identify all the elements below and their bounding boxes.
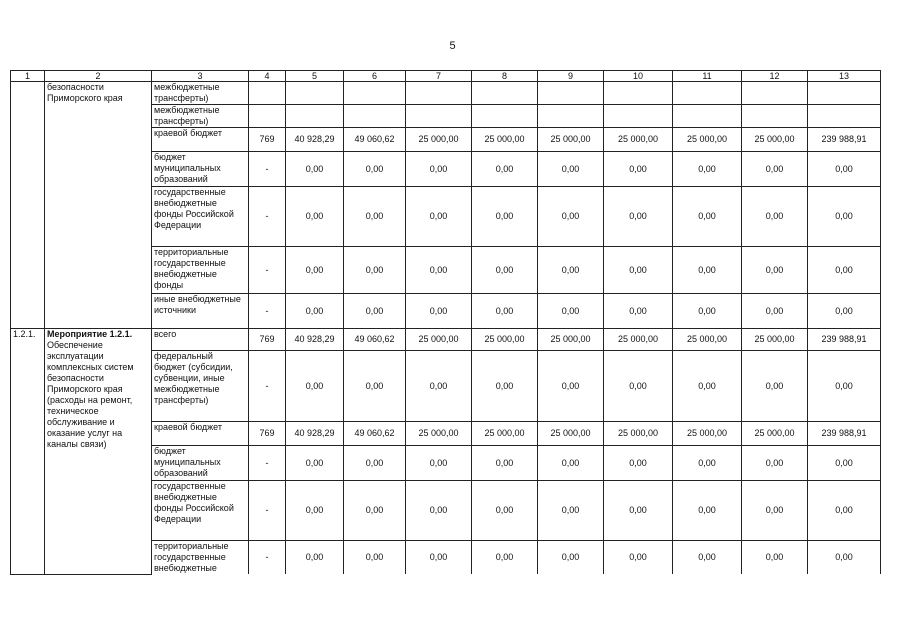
value-col-6: 0,00 xyxy=(344,481,406,541)
value-col-7: 0,00 xyxy=(406,481,472,541)
value-col-10: 0,00 xyxy=(604,541,673,575)
value-col-5: 0,00 xyxy=(286,481,344,541)
value-col-9: 0,00 xyxy=(538,152,604,187)
value-col-8: 25 000,00 xyxy=(472,329,538,351)
funding-source: государственные внебюджетные фонды Российской Федерации xyxy=(152,481,249,541)
funding-source: бюджет муниципальных образований xyxy=(152,152,249,187)
value-col-12 xyxy=(742,82,808,105)
value-col-5: 0,00 xyxy=(286,247,344,294)
value-col-6 xyxy=(344,105,406,128)
funding-source: бюджет муниципальных образований xyxy=(152,446,249,481)
value-col-8: 25 000,00 xyxy=(472,422,538,446)
value-col-6: 0,00 xyxy=(344,247,406,294)
value-col-6: 0,00 xyxy=(344,152,406,187)
value-col-9: 25 000,00 xyxy=(538,329,604,351)
value-col-8: 0,00 xyxy=(472,294,538,329)
value-col-13: 239 988,91 xyxy=(808,329,881,351)
value-col-8 xyxy=(472,82,538,105)
value-col-5 xyxy=(286,82,344,105)
funding-source: государственные внебюджетные фонды Российской Федерации xyxy=(152,187,249,247)
value-col-6 xyxy=(344,82,406,105)
value-col-10: 0,00 xyxy=(604,481,673,541)
value-col-12: 25 000,00 xyxy=(742,128,808,152)
funding-source: краевой бюджет xyxy=(152,128,249,152)
value-col-8: 0,00 xyxy=(472,541,538,575)
value-col-7 xyxy=(406,105,472,128)
value-col-8: 0,00 xyxy=(472,187,538,247)
value-col-10: 0,00 xyxy=(604,152,673,187)
value-col-7: 25 000,00 xyxy=(406,128,472,152)
value-col-10: 0,00 xyxy=(604,247,673,294)
value-col-9: 25 000,00 xyxy=(538,128,604,152)
value-col-10: 0,00 xyxy=(604,446,673,481)
table-row xyxy=(11,329,881,351)
value-col-10: 0,00 xyxy=(604,351,673,422)
funding-source: территориальные государственные внебюджетные фонды xyxy=(152,247,249,294)
budget-table xyxy=(10,70,881,575)
funding-source: федеральный бюджет (субсидии, субвенции, иные межбюджетные трансферты) xyxy=(152,351,249,422)
value-col-4: - xyxy=(249,247,286,294)
value-col-12: 25 000,00 xyxy=(742,422,808,446)
value-col-6: 49 060,62 xyxy=(344,422,406,446)
value-col-5: 0,00 xyxy=(286,187,344,247)
value-col-7: 0,00 xyxy=(406,294,472,329)
value-col-11: 0,00 xyxy=(673,187,742,247)
value-col-9: 0,00 xyxy=(538,481,604,541)
value-col-7: 0,00 xyxy=(406,152,472,187)
value-col-5: 0,00 xyxy=(286,446,344,481)
item-description-cell xyxy=(45,329,152,575)
value-col-13: 0,00 xyxy=(808,481,881,541)
item-description-cell xyxy=(45,82,152,329)
value-col-7: 0,00 xyxy=(406,351,472,422)
value-col-5 xyxy=(286,105,344,128)
value-col-10: 25 000,00 xyxy=(604,128,673,152)
column-header-4: 4 xyxy=(249,71,286,82)
value-col-9: 0,00 xyxy=(538,187,604,247)
value-col-12: 0,00 xyxy=(742,481,808,541)
value-col-11 xyxy=(673,82,742,105)
value-col-4: - xyxy=(249,446,286,481)
column-header-13: 13 xyxy=(808,71,881,82)
value-col-4: - xyxy=(249,351,286,422)
value-col-5: 40 928,29 xyxy=(286,329,344,351)
value-col-11: 25 000,00 xyxy=(673,128,742,152)
item-description: безопасности Приморского края xyxy=(47,82,123,103)
value-col-13: 0,00 xyxy=(808,294,881,329)
value-col-11: 0,00 xyxy=(673,446,742,481)
table-row xyxy=(11,82,881,105)
value-col-12: 0,00 xyxy=(742,351,808,422)
value-col-7 xyxy=(406,82,472,105)
value-col-5: 0,00 xyxy=(286,541,344,575)
value-col-11: 0,00 xyxy=(673,351,742,422)
value-col-4 xyxy=(249,105,286,128)
item-description: Обеспечение эксплуатации комплексных систем безопасности Приморского края (расходы на ремонт, техническое обслуживание и оказание услуг на каналы связи) xyxy=(47,340,134,449)
column-header-3: 3 xyxy=(152,71,249,82)
value-col-9: 0,00 xyxy=(538,541,604,575)
value-col-7: 0,00 xyxy=(406,446,472,481)
value-col-9: 0,00 xyxy=(538,446,604,481)
value-col-5: 40 928,29 xyxy=(286,128,344,152)
value-col-8: 0,00 xyxy=(472,446,538,481)
value-col-8 xyxy=(472,105,538,128)
value-col-12 xyxy=(742,105,808,128)
value-col-12: 25 000,00 xyxy=(742,329,808,351)
value-col-4: - xyxy=(249,187,286,247)
value-col-4: 769 xyxy=(249,422,286,446)
column-header-8: 8 xyxy=(472,71,538,82)
value-col-10 xyxy=(604,82,673,105)
value-col-9: 25 000,00 xyxy=(538,422,604,446)
value-col-11: 25 000,00 xyxy=(673,422,742,446)
value-col-11 xyxy=(673,105,742,128)
value-col-4: 769 xyxy=(249,128,286,152)
value-col-13: 0,00 xyxy=(808,446,881,481)
column-header-5: 5 xyxy=(286,71,344,82)
value-col-5: 0,00 xyxy=(286,351,344,422)
value-col-12: 0,00 xyxy=(742,152,808,187)
value-col-11: 0,00 xyxy=(673,247,742,294)
column-header-10: 10 xyxy=(604,71,673,82)
value-col-7: 0,00 xyxy=(406,541,472,575)
value-col-13: 0,00 xyxy=(808,152,881,187)
value-col-10: 0,00 xyxy=(604,187,673,247)
value-col-9: 0,00 xyxy=(538,351,604,422)
value-col-13 xyxy=(808,105,881,128)
funding-source: межбюджетные трансферты) xyxy=(152,105,249,128)
column-header-12: 12 xyxy=(742,71,808,82)
value-col-8: 0,00 xyxy=(472,152,538,187)
value-col-6: 49 060,62 xyxy=(344,329,406,351)
column-header-7: 7 xyxy=(406,71,472,82)
value-col-4: - xyxy=(249,541,286,575)
value-col-13: 0,00 xyxy=(808,247,881,294)
value-col-4 xyxy=(249,82,286,105)
value-col-6: 0,00 xyxy=(344,294,406,329)
value-col-6: 49 060,62 xyxy=(344,128,406,152)
value-col-13: 0,00 xyxy=(808,351,881,422)
value-col-4: - xyxy=(249,294,286,329)
value-col-11: 0,00 xyxy=(673,481,742,541)
value-col-5: 0,00 xyxy=(286,294,344,329)
value-col-13: 239 988,91 xyxy=(808,128,881,152)
value-col-13: 0,00 xyxy=(808,541,881,575)
funding-source: краевой бюджет xyxy=(152,422,249,446)
value-col-9 xyxy=(538,105,604,128)
value-col-13: 0,00 xyxy=(808,187,881,247)
value-col-12: 0,00 xyxy=(742,446,808,481)
column-header-2: 2 xyxy=(45,71,152,82)
value-col-6: 0,00 xyxy=(344,541,406,575)
value-col-12: 0,00 xyxy=(742,541,808,575)
column-header-9: 9 xyxy=(538,71,604,82)
value-col-11: 0,00 xyxy=(673,294,742,329)
value-col-10: 0,00 xyxy=(604,294,673,329)
column-number-header xyxy=(11,71,881,82)
value-col-10: 25 000,00 xyxy=(604,329,673,351)
value-col-10 xyxy=(604,105,673,128)
value-col-11: 25 000,00 xyxy=(673,329,742,351)
value-col-6: 0,00 xyxy=(344,446,406,481)
funding-source: иные внебюджетные источники xyxy=(152,294,249,329)
value-col-5: 40 928,29 xyxy=(286,422,344,446)
value-col-12: 0,00 xyxy=(742,247,808,294)
value-col-9: 0,00 xyxy=(538,294,604,329)
value-col-11: 0,00 xyxy=(673,152,742,187)
value-col-8: 0,00 xyxy=(472,247,538,294)
value-col-7: 0,00 xyxy=(406,187,472,247)
value-col-13: 239 988,91 xyxy=(808,422,881,446)
value-col-9: 0,00 xyxy=(538,247,604,294)
column-header-11: 11 xyxy=(673,71,742,82)
value-col-4: 769 xyxy=(249,329,286,351)
value-col-13 xyxy=(808,82,881,105)
funding-source: территориальные государственные внебюджетные xyxy=(152,541,249,575)
column-header-1: 1 xyxy=(11,71,45,82)
value-col-10: 25 000,00 xyxy=(604,422,673,446)
value-col-5: 0,00 xyxy=(286,152,344,187)
value-col-7: 25 000,00 xyxy=(406,329,472,351)
value-col-7: 25 000,00 xyxy=(406,422,472,446)
value-col-8: 0,00 xyxy=(472,481,538,541)
value-col-9 xyxy=(538,82,604,105)
item-title: Мероприятие 1.2.1. xyxy=(47,329,133,339)
value-col-6: 0,00 xyxy=(344,351,406,422)
funding-source: всего xyxy=(152,329,249,351)
value-col-8: 25 000,00 xyxy=(472,128,538,152)
value-col-4: - xyxy=(249,152,286,187)
value-col-7: 0,00 xyxy=(406,247,472,294)
value-col-12: 0,00 xyxy=(742,294,808,329)
page-number: 5 xyxy=(449,40,456,52)
item-code xyxy=(11,82,45,329)
funding-source: межбюджетные трансферты) xyxy=(152,82,249,105)
value-col-4: - xyxy=(249,481,286,541)
item-code: 1.2.1. xyxy=(11,329,45,575)
value-col-8: 0,00 xyxy=(472,351,538,422)
value-col-6: 0,00 xyxy=(344,187,406,247)
value-col-11: 0,00 xyxy=(673,541,742,575)
column-header-6: 6 xyxy=(344,71,406,82)
value-col-12: 0,00 xyxy=(742,187,808,247)
